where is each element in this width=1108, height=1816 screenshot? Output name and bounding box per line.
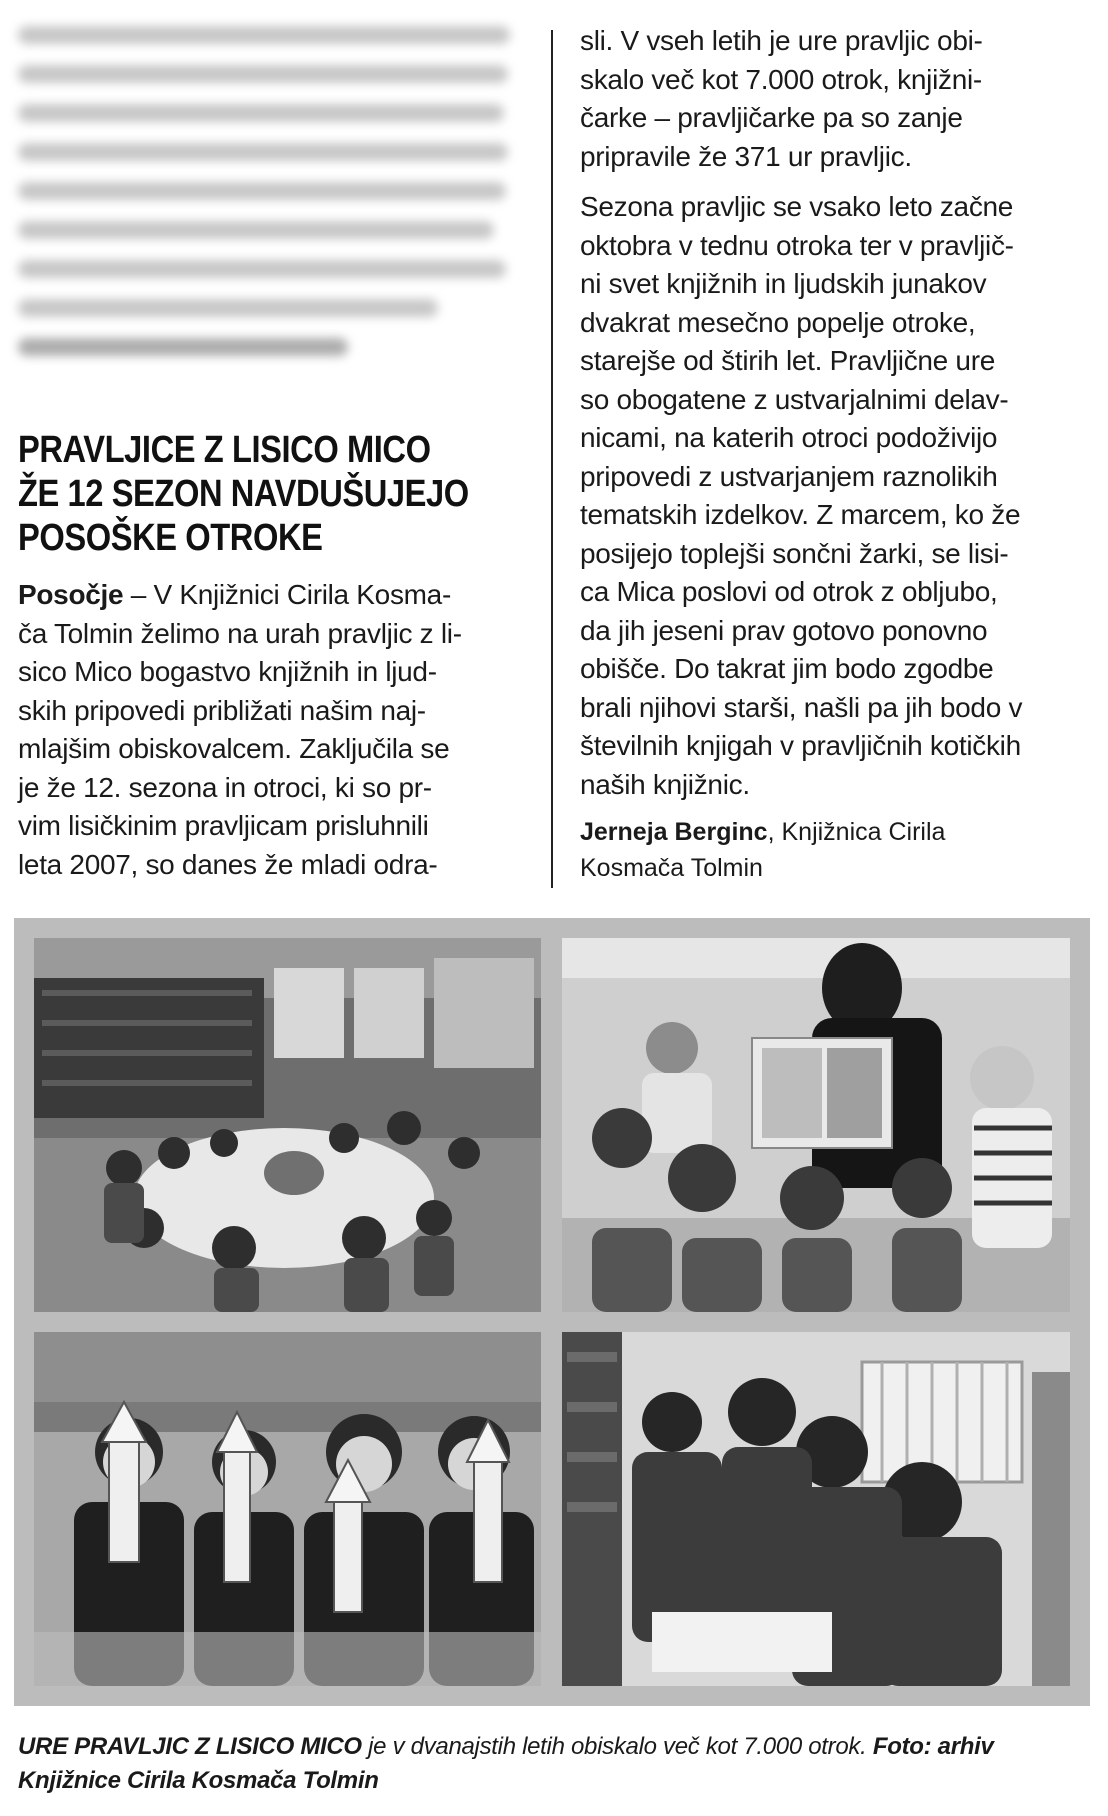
caption-line: Knjižnice Cirila Kosmača Tolmin — [18, 1767, 379, 1794]
body-line: sico Mico bogastvo knjižnih in ljud- — [18, 656, 437, 687]
body-line: obišče. Do takrat jim bodo zgodbe — [580, 653, 994, 684]
body-line: Posočje – V Knjižnici Cirila Kosma- — [18, 579, 451, 610]
body-line: da jih jeseni prav gotovo ponovno — [580, 614, 988, 646]
blurred-line — [18, 104, 504, 122]
body-line: posijejo toplejši sončni žarki, se lisi- — [580, 537, 1009, 569]
body-line: naših knjižnic. — [580, 768, 750, 800]
blurred-line — [18, 260, 506, 278]
photo-library-circle — [34, 938, 541, 1312]
body-line: brali njihovi starši, našli pa jih bodo v — [580, 691, 1023, 723]
body-line: pripravile že 371 ur pravljic. — [580, 140, 912, 172]
blurred-line — [18, 221, 494, 239]
article-body-left — [18, 576, 538, 884]
author-signature — [580, 814, 1100, 886]
author-name: Jerneja Berginc — [580, 818, 768, 846]
blurred-line — [18, 26, 510, 44]
photo-reading-book — [562, 938, 1070, 1312]
blurred-line — [18, 299, 438, 317]
blurred-line — [18, 143, 508, 161]
body-line: dvakrat mesečno popelje otroke, — [580, 306, 976, 338]
body-line: skih pripovedi približati našim naj- — [18, 694, 426, 726]
body-line: ča Tolmin želimo na urah pravljic z li- — [18, 617, 462, 649]
body-line: skalo več kot 7.000 otrok, knjižni- — [580, 63, 982, 95]
body-line: številnih knjigah v pravljičnih kotičkih — [580, 730, 1021, 761]
body-line: ni svet knjižnih in ljudskih junakov — [580, 268, 987, 299]
body-line: Sezona pravljic se vsako leto začne — [580, 191, 1014, 222]
photo-credit: Foto: arhiv — [872, 1733, 994, 1760]
headline-line: PRAVLJICE Z LISICO MICO — [18, 429, 431, 471]
body-line: mlajšim obiskovalcem. Zaključila se — [18, 733, 450, 764]
headline-line: POSOŠKE OTROKE — [18, 517, 323, 559]
blurred-signature — [18, 338, 348, 356]
caption-line: URE PRAVLJIC Z LISICO MICO je v dvanajstih letih obiskalo več kot 7.000 otrok. Foto: arhiv — [18, 1733, 994, 1760]
column-divider — [551, 30, 553, 888]
body-line: vim lisičkinim pravljicam prisluhnili — [18, 810, 429, 841]
body-line: starejše od štirih let. Pravljične ure — [580, 345, 995, 376]
blurred-line — [18, 65, 508, 83]
author-affiliation: , Knjižnica Cirila — [767, 818, 946, 846]
body-line: nicami, na katerih otroci podoživijo — [580, 422, 998, 453]
headline-line: ŽE 12 SEZON NAVDUŠUJEJO — [18, 473, 469, 515]
body-line: sli. V vseh letih je ure pravljic obi- — [580, 25, 983, 56]
body-line: pripovedi z ustvarjanjem raznolikih — [580, 460, 998, 492]
photo-collage — [14, 918, 1090, 1706]
body-line: tematskih izdelkov. Z marcem, ko že — [580, 499, 1021, 530]
photo-listening-children — [562, 1332, 1070, 1686]
blurred-previous-article — [18, 26, 518, 356]
blurred-line — [18, 182, 506, 200]
photo-caption — [18, 1730, 1098, 1798]
article-body-right — [580, 22, 1100, 804]
body-line: so obogatene z ustvarjalnimi delav- — [580, 383, 1009, 415]
photo-fox-crafts — [34, 1332, 541, 1686]
author-affiliation-line2: Kosmača Tolmin — [580, 854, 763, 882]
body-line: je že 12. sezona in otroci, ki so pr- — [18, 771, 432, 803]
body-line: čarke – pravljičarke pa so zanje — [580, 102, 963, 133]
body-line: ca Mica poslovi od otrok z obljubo, — [580, 576, 998, 607]
paragraph-gap — [580, 176, 1100, 188]
body-line: leta 2007, so danes že mladi odra- — [18, 848, 438, 880]
dateline: Posočje — [18, 579, 124, 610]
article-headline — [18, 428, 469, 560]
body-line: oktobra v tednu otroka ter v pravljič- — [580, 229, 1014, 261]
